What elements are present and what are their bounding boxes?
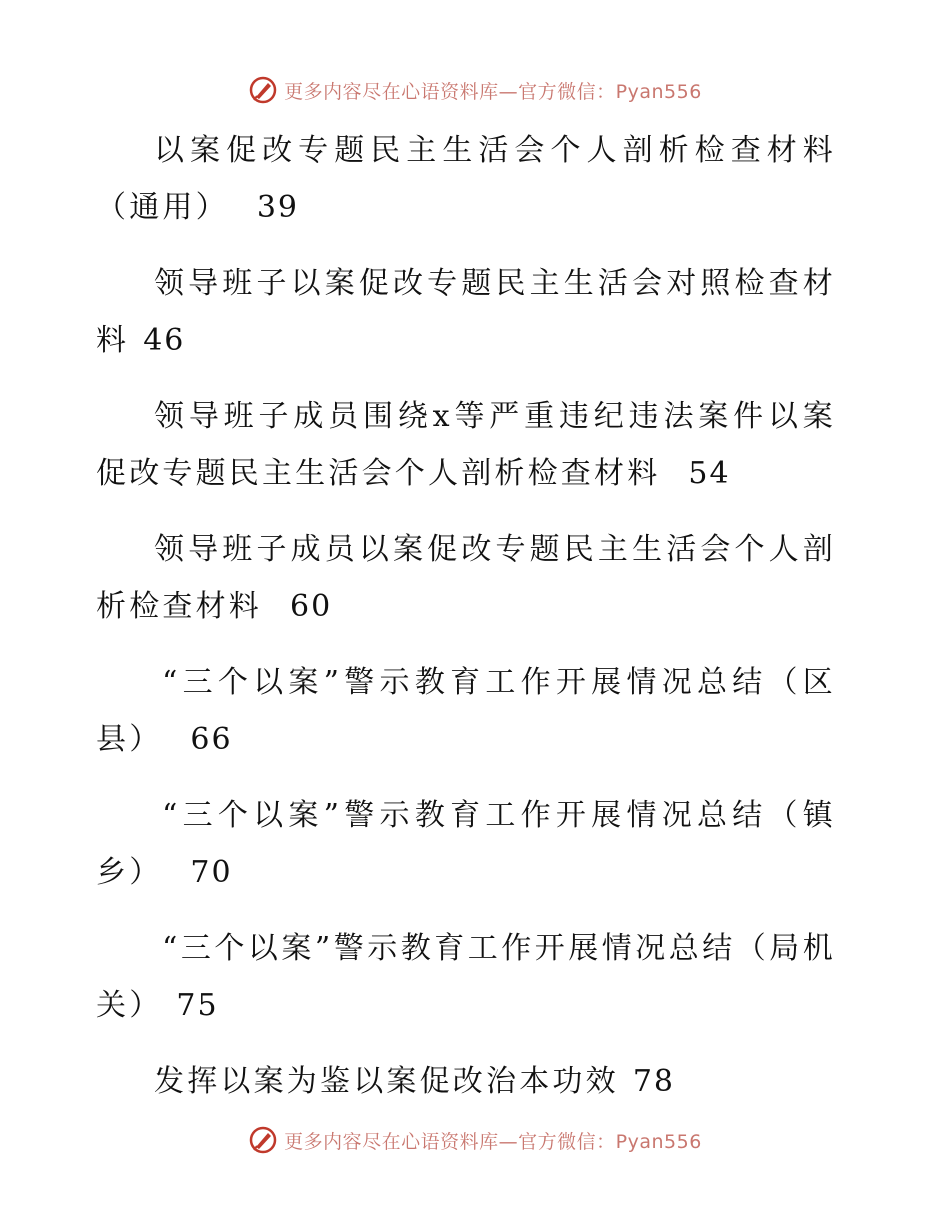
quill-logo-icon [248,1125,278,1155]
toc-entry-title: 发挥以案为鉴以案促改治本功效 [154,1064,619,1099]
watermark-header [0,70,950,110]
toc-entry-title: “三个以案”警示教育工作开展情况总结（区县） [96,665,836,757]
table-of-contents [96,122,836,1129]
watermark-text: 更多内容尽在心语资料库—官方微信：Pyan556 [284,80,702,103]
toc-entry-title: 领导班子成员围绕x等严重违纪违法案件以案促改专题民主生活会个人剖析检查材料 [96,399,836,491]
toc-entry-page: 39 [256,190,299,225]
toc-entry-title: 领导班子成员以案促改专题民主生活会个人剖析检查材料 [96,532,836,624]
toc-entry-title: “三个以案”警示教育工作开展情况总结（局机关） [96,931,836,1023]
toc-entry[interactable] [96,388,836,502]
toc-entry-page: 66 [190,722,233,757]
toc-entry[interactable] [96,920,836,1034]
toc-entry-title: “三个以案”警示教育工作开展情况总结（镇乡） [96,798,836,890]
watermark-text: 更多内容尽在心语资料库—官方微信：Pyan556 [284,1130,702,1153]
toc-entry[interactable] [96,654,836,768]
toc-entry-title: 以案促改专题民主生活会个人剖析检查材料（通用） [96,133,836,225]
toc-entry-page: 46 [143,323,186,358]
toc-entry-page: 54 [688,456,731,491]
toc-entry-title: 领导班子以案促改专题民主生活会对照检查材料 [96,266,836,358]
toc-entry-page: 75 [176,988,219,1023]
toc-entry[interactable] [96,255,836,369]
quill-logo-icon [248,75,278,105]
toc-entry-page: 60 [290,589,333,624]
toc-entry[interactable] [96,122,836,236]
toc-entry-page: 78 [632,1064,675,1099]
toc-entry-page: 70 [190,855,233,890]
toc-entry[interactable] [96,1053,836,1110]
toc-entry[interactable] [96,521,836,635]
watermark-footer [0,1120,950,1160]
toc-entry[interactable] [96,787,836,901]
